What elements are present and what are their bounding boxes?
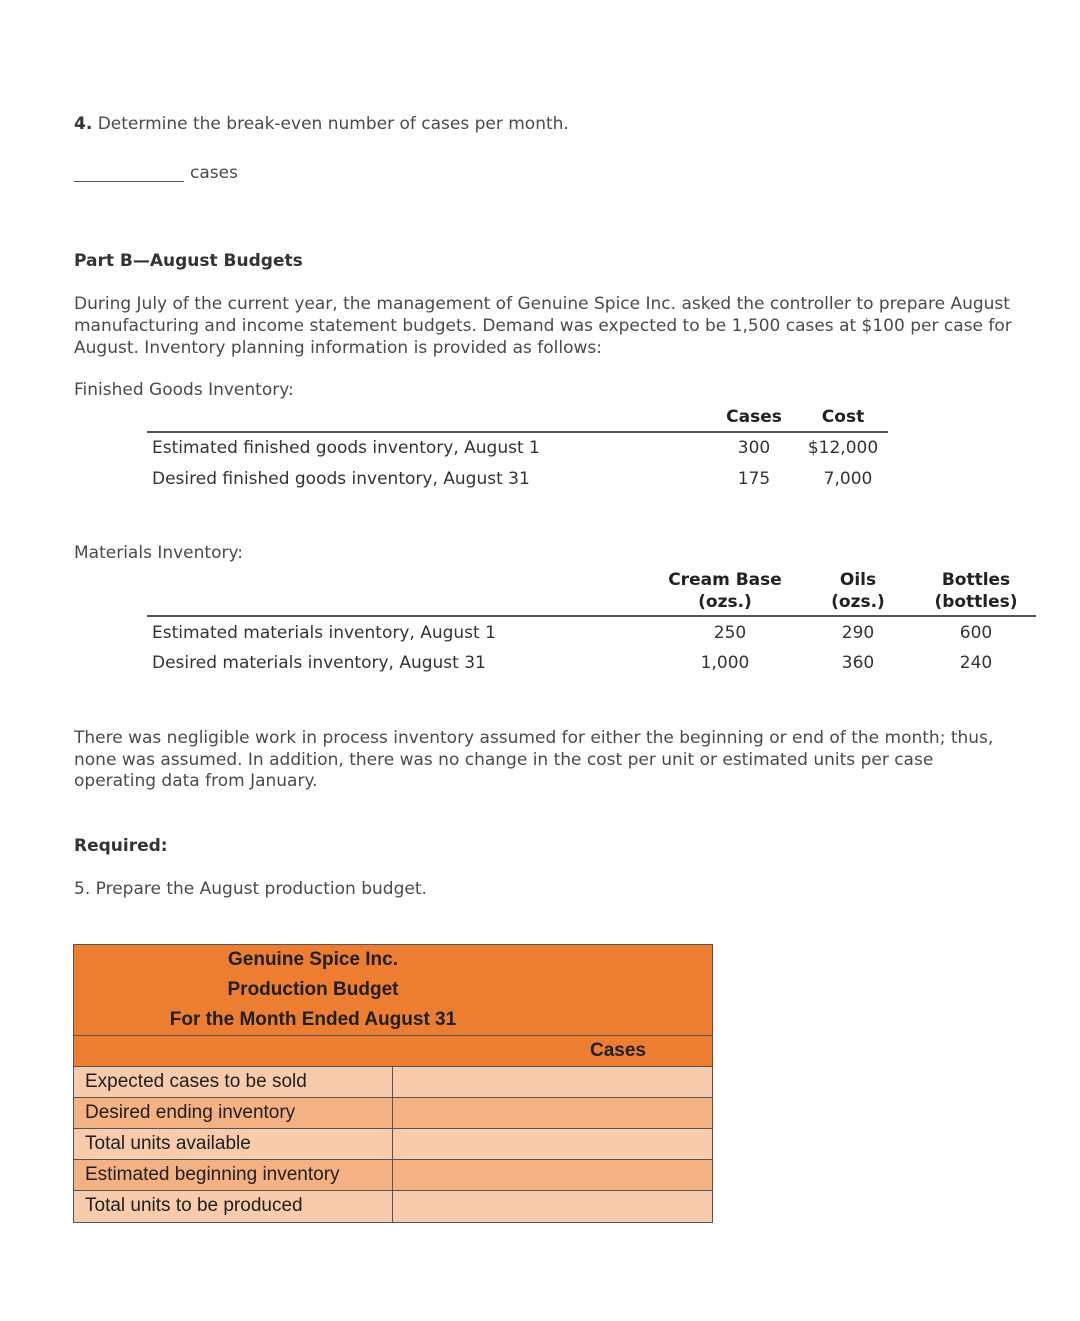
fg-header-rule: [147, 431, 888, 433]
required-heading: Required:: [74, 836, 168, 856]
budget-row-label: Desired ending inventory: [74, 1098, 393, 1128]
expected-cases-input[interactable]: [393, 1067, 712, 1097]
mat-header-oils: [818, 569, 898, 613]
budget-row-label: Total units to be produced: [74, 1191, 393, 1222]
fg-row-cases: 300: [737, 438, 771, 458]
section-title: Part B—August Budgets: [74, 251, 303, 271]
fg-row-cases: 175: [737, 469, 771, 489]
header-line: Bottles: [941, 570, 1011, 590]
header-line: Cream Base: [668, 570, 782, 590]
fg-header-cost: Cost: [821, 407, 865, 427]
budget-row-label: Expected cases to be sold: [74, 1067, 393, 1097]
answer-unit-label: cases: [190, 163, 238, 183]
mat-row-bottles: 600: [959, 623, 993, 643]
budget-column-cases: Cases: [590, 1040, 646, 1061]
production-budget-table: [73, 944, 713, 1223]
budget-title-block: [74, 945, 712, 1036]
mat-header-cream-base: [655, 569, 795, 613]
mat-header-bottles: [926, 569, 1026, 613]
header-line: (ozs.): [831, 592, 885, 612]
budget-row-expected-sold: [74, 1067, 712, 1098]
budget-company: Genuine Spice Inc.: [228, 949, 398, 970]
header-line: (ozs.): [698, 592, 752, 612]
budget-column-header-row: [74, 1036, 712, 1067]
mat-row-bottles: 240: [959, 653, 993, 673]
question-4: [74, 114, 569, 134]
mat-row-oils: 290: [841, 623, 875, 643]
fg-header-cases: Cases: [726, 407, 782, 427]
budget-row-total-available: [74, 1129, 712, 1160]
fg-row-label: Desired finished goods inventory, August 31: [152, 469, 530, 489]
beginning-inventory-input[interactable]: [393, 1160, 712, 1190]
mat-row-cream: 250: [713, 623, 747, 643]
mat-row-oils: 360: [841, 653, 875, 673]
budget-period: For the Month Ended August 31: [169, 1009, 457, 1030]
header-line: Oils: [839, 570, 877, 590]
finished-goods-label: Finished Goods Inventory:: [74, 380, 294, 400]
budget-row-label: Estimated beginning inventory: [74, 1160, 393, 1190]
budget-row-desired-ending: [74, 1098, 712, 1129]
total-units-available-input[interactable]: [393, 1129, 712, 1159]
total-units-produced-input[interactable]: [393, 1191, 712, 1222]
fg-row-cost: 7,000: [823, 469, 873, 489]
break-even-answer-field[interactable]: [74, 181, 184, 182]
fg-row-label: Estimated finished goods inventory, August 1: [152, 438, 540, 458]
question-text: Determine the break-even number of cases per month.: [97, 114, 569, 134]
question-5: 5. Prepare the August production budget.: [74, 879, 427, 899]
budget-row-beginning-inventory: [74, 1160, 712, 1191]
intro-paragraph: During July of the current year, the management of Genuine Spice Inc. asked the controller to prepare August manufacturing and income statement budgets. Demand was expected to be 1,500 cases at $100 per case for August. Inventory planning information is provided as follows:: [74, 294, 1012, 358]
budget-row-total-produced: [74, 1191, 712, 1222]
fg-row-cost: $12,000: [807, 438, 879, 458]
wip-note-paragraph: There was negligible work in process inventory assumed for either the beginning or end of the month; thus, none was assumed. In addition, there was no change in the cost per unit or estimated units per case operating data from January.: [74, 728, 994, 791]
materials-label: Materials Inventory:: [74, 543, 244, 563]
budget-name: Production Budget: [227, 979, 399, 1000]
budget-row-label: Total units available: [74, 1129, 393, 1159]
mat-row-label: Estimated materials inventory, August 1: [152, 623, 496, 643]
desired-ending-inventory-input[interactable]: [393, 1098, 712, 1128]
mat-row-label: Desired materials inventory, August 31: [152, 653, 486, 673]
mat-row-cream: 1,000: [700, 653, 750, 673]
mat-header-rule: [147, 615, 1036, 617]
header-line: (bottles): [934, 592, 1018, 612]
question-number: 4.: [74, 114, 93, 134]
